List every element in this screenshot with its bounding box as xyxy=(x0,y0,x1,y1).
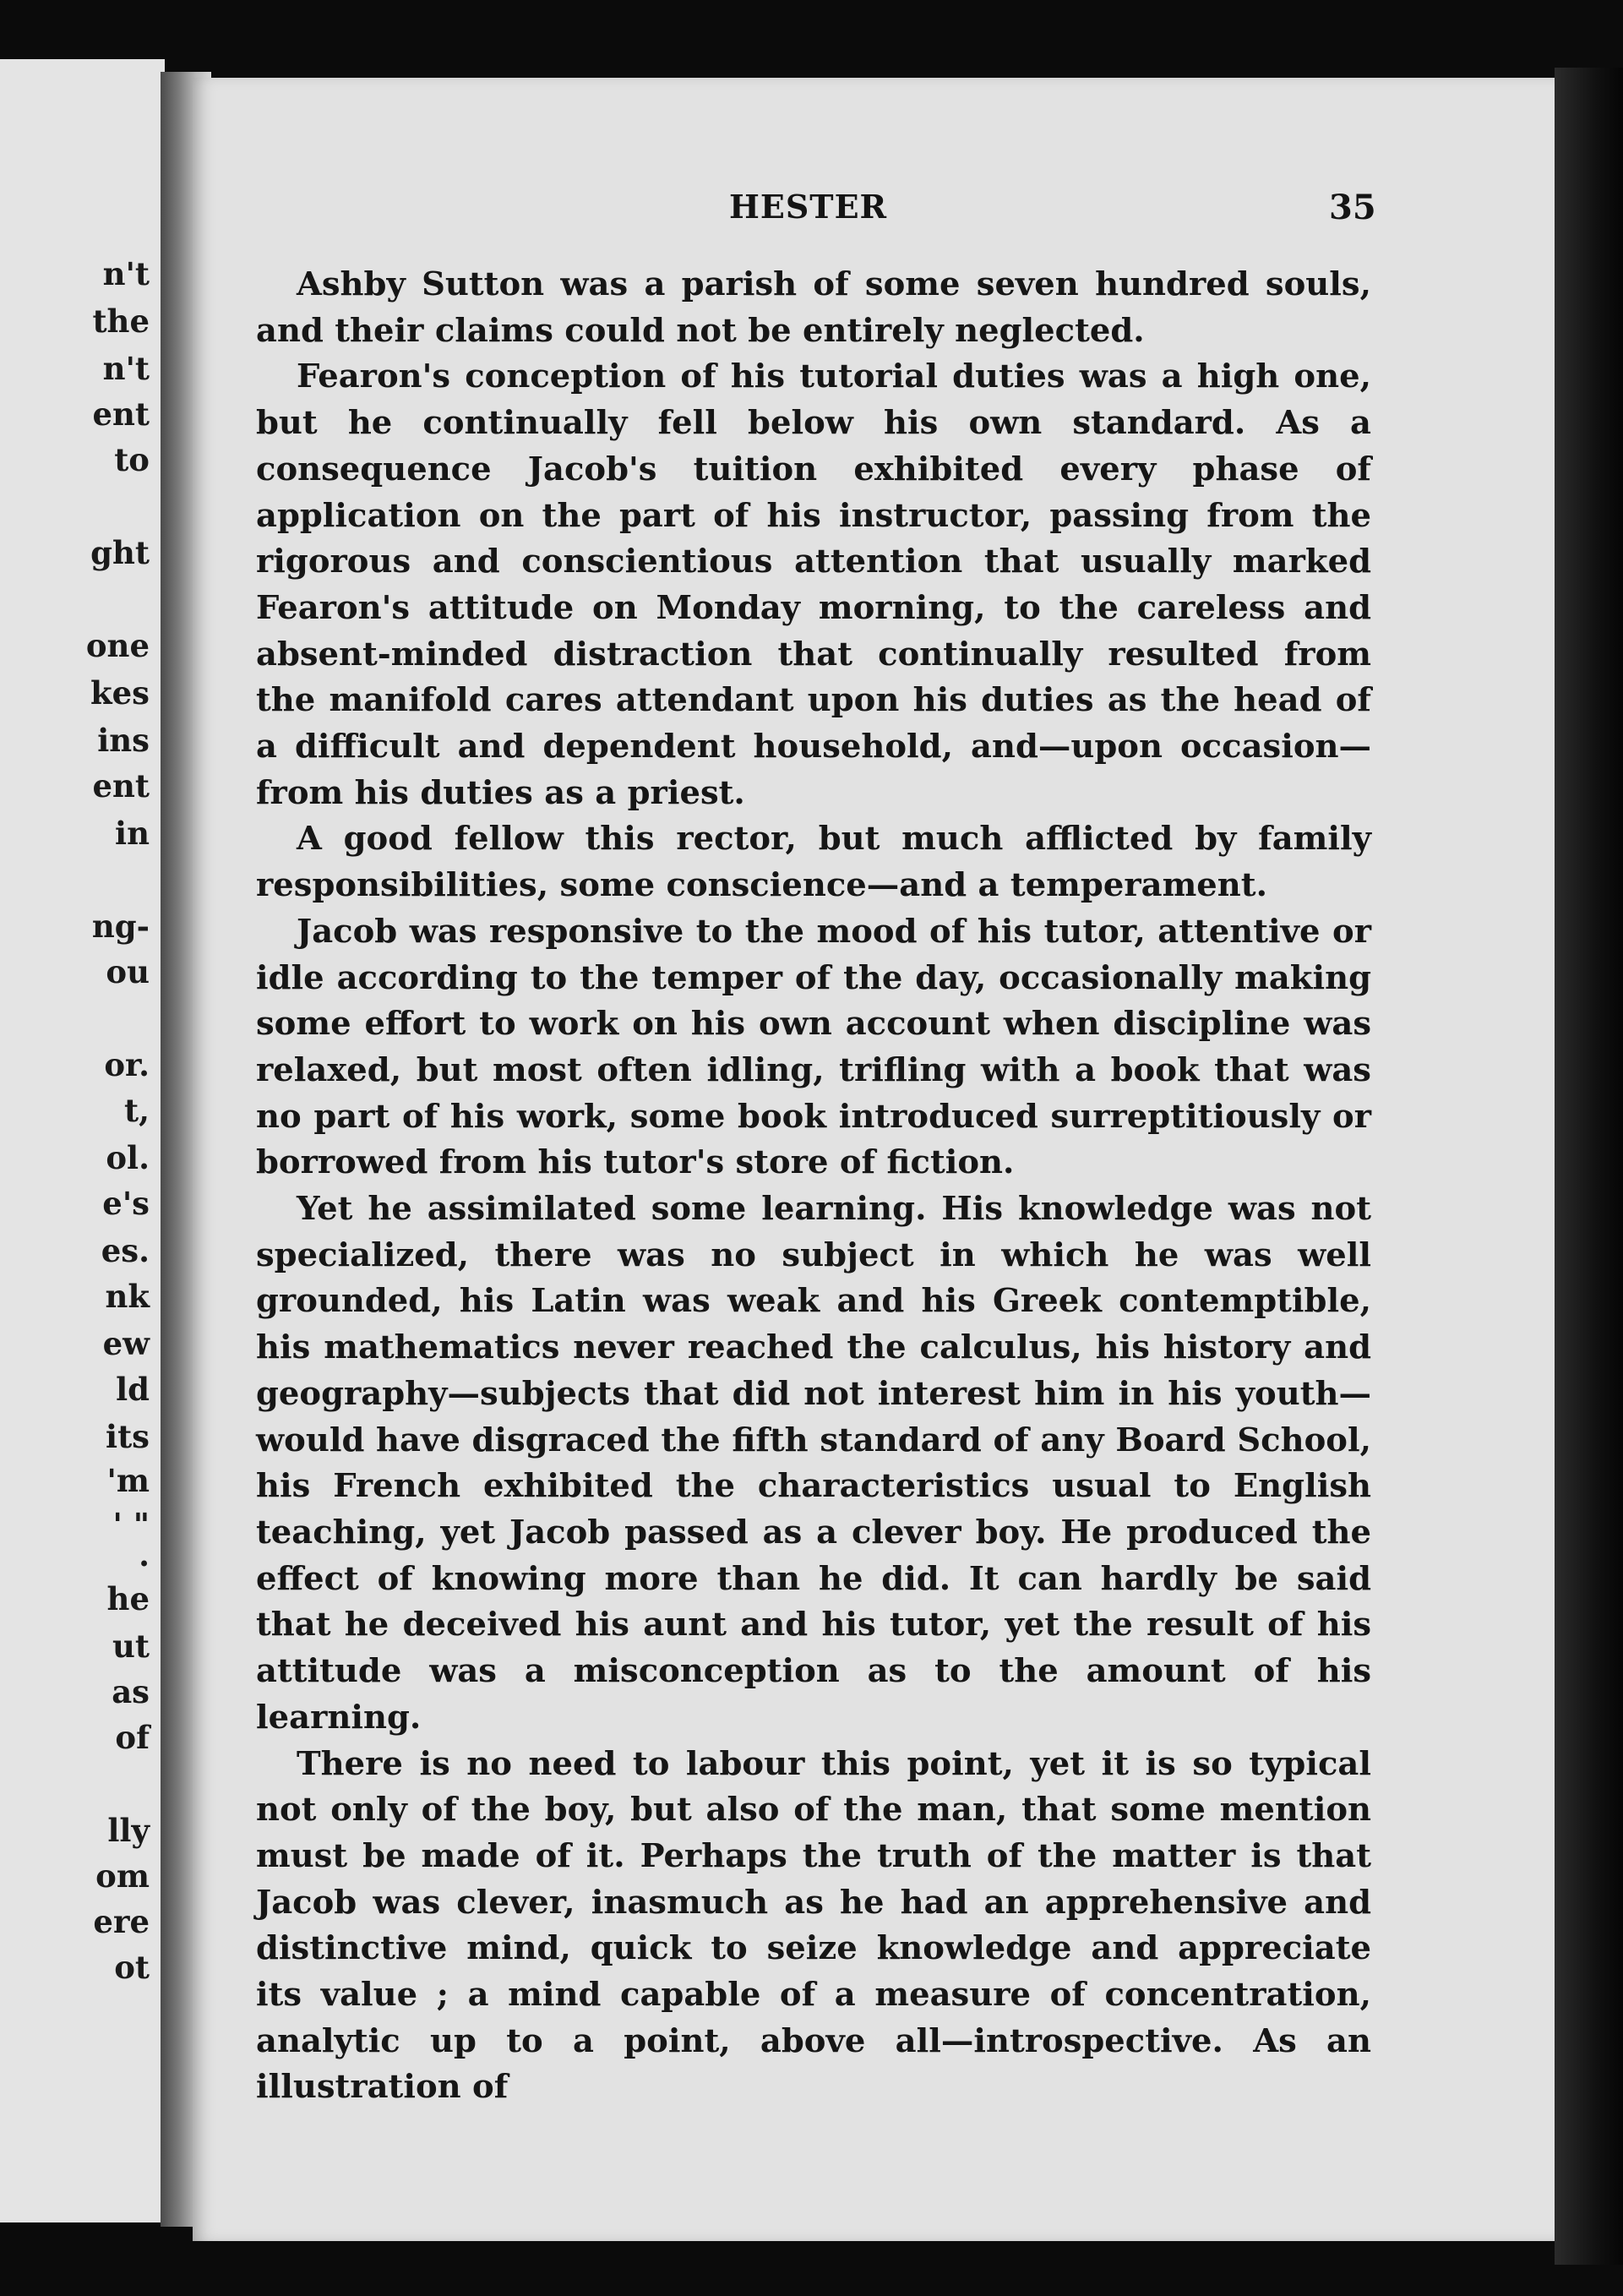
paragraph: Fearon's conception of his tutorial duties was a high one, but he continually fell below his own standard. As a consequence Jacob's tuition exhibited every phase of application on the part of his instructor, passing from the rigorous and conscientious attention that usually marked Fearon's attitude on Monday morning, to the careless and absent-minded distraction that continually resulted from the manifold cares attendant upon his duties as the head of a difficult and dependent household, and—upon occasion—from his duties as a priest. xyxy=(256,357,1371,812)
paragraph: Yet he assimilated some learning. His knowledge was not specialized, there was no subject in which he was well grounded, his Latin was weak and his Greek contemptible, his mathematics never reached the calculus, his history and geography—subjects that did not interest him in his youth—would have disgraced the fifth standard of any Board School, his French exhibited the characteristics usual to English teaching, yet Jacob passed as a clever boy. He produced the effect of knowing more than he did. It can hardly be said that he deceived his aunt and his tutor, yet the result of his attitude was a misconception as to the amount of his learning. xyxy=(256,1190,1371,1737)
left-fragment: he xyxy=(106,1580,150,1617)
left-fragment: ng- xyxy=(91,908,150,945)
page-edge-shadow xyxy=(1555,68,1623,2265)
left-fragment: om xyxy=(95,1857,150,1895)
left-fragment: lly xyxy=(107,1812,150,1849)
left-fragment: of xyxy=(115,1719,150,1756)
left-fragment: the xyxy=(92,303,150,340)
paragraph: There is no need to labour this point, yet it is so typical not only of the boy, but also of the man, that some mention must be made of it. Perhaps the truth of the matter is that Jacob was clever, inasmuch as he had an apprehensive and distinctive mind, quick to seize knowledge and appreciate its value ; a mind capable of a measure of concentration, analytic up to a point, above all—introspective. As an illustration of xyxy=(256,1744,1371,2107)
left-fragment: ght xyxy=(90,534,150,571)
running-head xyxy=(193,188,1555,238)
left-fragment: one xyxy=(85,627,150,664)
running-title: HESTER xyxy=(729,188,888,226)
left-fragment: e's xyxy=(102,1185,150,1222)
left-fragment: ' " xyxy=(112,1506,150,1543)
left-fragment: ol. xyxy=(106,1139,150,1176)
left-fragment: kes xyxy=(90,674,150,712)
left-fragment: ent xyxy=(92,767,150,804)
left-fragment: nk xyxy=(105,1278,150,1315)
left-fragment: ot xyxy=(114,1949,150,1986)
left-fragment: its xyxy=(106,1418,150,1455)
body-text xyxy=(256,262,1371,2111)
paragraph: A good fellow this rector, but much afflicted by family responsibilities, some conscience—and a temperament. xyxy=(256,820,1371,905)
left-fragment: n't xyxy=(102,255,150,292)
left-fragment: es. xyxy=(101,1232,150,1269)
left-facing-page xyxy=(0,59,165,2222)
left-fragment: ut xyxy=(112,1628,150,1665)
page-number: 35 xyxy=(1329,188,1376,227)
left-fragment: as xyxy=(112,1673,150,1710)
left-fragment: 'm xyxy=(106,1462,150,1499)
left-fragment: n't xyxy=(102,350,150,387)
book-page xyxy=(193,78,1555,2241)
left-fragment: ere xyxy=(93,1903,150,1940)
left-fragment: ins xyxy=(97,722,150,759)
left-fragment: in xyxy=(115,815,150,852)
left-fragment: . xyxy=(139,1536,150,1573)
paragraph: Jacob was responsive to the mood of his tutor, attentive or idle according to the temper of the day, occasionally making some effort to work on his own account when discipline was relaxed, but most often idling, trifling with a book that was no part of his work, some book introduced surreptitiously or borrowed from his tutor's store of fiction. xyxy=(256,912,1371,1182)
left-fragment: or. xyxy=(104,1046,150,1083)
left-fragment: ld xyxy=(116,1371,150,1408)
left-fragment: ou xyxy=(106,953,150,990)
paragraph: Ashby Sutton was a parish of some seven hundred souls, and their claims could not be entirely neglected. xyxy=(256,265,1371,350)
left-fragment: to xyxy=(114,441,150,478)
left-fragment: t, xyxy=(124,1092,150,1129)
left-fragment: ew xyxy=(102,1325,150,1362)
left-fragment: ent xyxy=(92,395,150,433)
